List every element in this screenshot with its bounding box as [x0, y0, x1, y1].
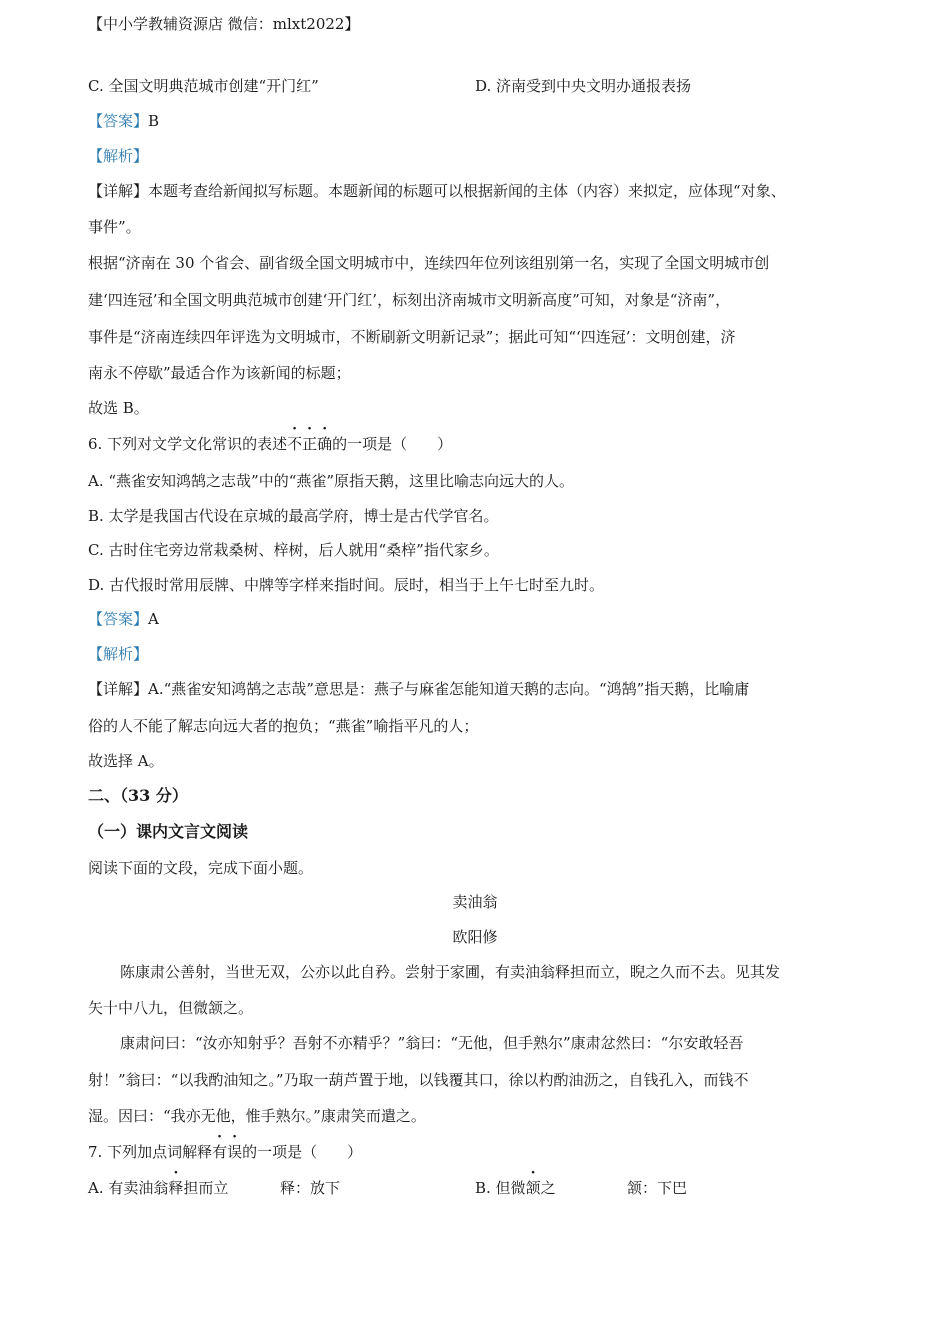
- q7-option-a: [88, 1177, 228, 1199]
- q7-option-b: [475, 1177, 556, 1199]
- passage-line: 矢十中八九，但微颔之。: [88, 999, 254, 1017]
- q6-detail-line: 故选择 A。: [88, 752, 164, 770]
- q6-detail-line: [88, 678, 749, 700]
- emphasis-char: 颔: [525, 1179, 541, 1197]
- passage-line: 射！”翁曰：“以我酌油知之。”乃取一葫芦置于地，以钱覆其口，徐以杓酌油沥之，自钱孔入，而钱不: [88, 1071, 749, 1089]
- answer-label: 【答案】: [88, 610, 149, 628]
- q7-option-b-gloss: 颔：下巴: [627, 1179, 688, 1197]
- q5-option-d: D. 济南受到中央文明办通报表扬: [475, 77, 692, 95]
- q6-detail-line: 俗的人不能了解志向远大者的抱负；“燕雀”喻指平凡的人；: [88, 717, 479, 735]
- q5-detail-line: 南永不停歇”最适合作为该新闻的标题；: [88, 364, 351, 382]
- option-text: 之: [540, 1179, 556, 1197]
- q5-detail-line: 根据“济南在 30 个省会、副省级全国文明城市中，连续四年位列该组别第一名，实现了全国文明城市创: [88, 254, 770, 272]
- stem-text: 的一项是（ ）: [332, 435, 453, 453]
- header-watermark: 【中小学教辅资源店 微信：mlxt2022】: [88, 15, 360, 33]
- q6-answer: [88, 608, 159, 630]
- q5-detail-line: 建‘四连冠’和全国文明典范城市创建‘开门红’，标刻出济南城市文明新高度”可知，对象是“济南”，: [88, 291, 731, 309]
- answer-value: B: [148, 112, 160, 130]
- stem-text: 7. 下列加点词解释: [88, 1143, 213, 1161]
- q5-detail-line: 事件”。: [88, 218, 141, 236]
- option-text: A. 有卖油翁: [88, 1179, 169, 1197]
- q6-option-a: A. “燕雀安知鸿鹄之志哉”中的“燕雀”原指天鹅，这里比喻志向远大的人。: [88, 472, 575, 490]
- answer-value: A: [148, 610, 159, 628]
- detail-label: 【详解】: [88, 182, 149, 200]
- passage-line: 康肃问曰：“汝亦知射乎？吾射不亦精乎？”翁曰：“无他，但手熟尔”康肃忿然曰：“尔安敢轻吾: [120, 1034, 744, 1052]
- stem-text: 6. 下列对文学文化常识的表述: [88, 435, 288, 453]
- stem-text: 的一项是（ ）: [242, 1143, 363, 1161]
- q7-stem: [88, 1141, 362, 1163]
- emphasis-char: 有: [212, 1143, 228, 1161]
- passage-title: 卖油翁: [452, 893, 498, 911]
- detail-text: 本题考查给新闻拟写标题。本题新闻的标题可以根据新闻的主体（内容）来拟定，应体现“对象、: [148, 182, 786, 200]
- q6-option-d: D. 古代报时常用辰牌、中牌等字样来指时间。辰时，相当于上午七时至九时。: [88, 576, 605, 594]
- emphasis-char: 确: [317, 435, 333, 453]
- passage-line: 陈康肃公善射，当世无双，公亦以此自矜。尝射于家圃，有卖油翁释担而立，睨之久而不去。见其发: [120, 963, 781, 981]
- q5-detail-line: 事件是“济南连续四年评选为文明城市，不断刷新文明新记录”；据此可知“‘四连冠’：文明创建，济: [88, 328, 736, 346]
- reading-instruction: 阅读下面的文段，完成下面小题。: [88, 859, 314, 877]
- q5-answer: [88, 110, 159, 132]
- q5-detail-line: [88, 180, 786, 202]
- q7-option-a-gloss: 释：放下: [280, 1179, 341, 1197]
- emphasis-char: 不: [287, 435, 303, 453]
- emphasis-char: 释: [168, 1179, 184, 1197]
- section-subheading: （一）课内文言文阅读: [88, 822, 249, 841]
- section-heading: 二、（33 分）: [88, 786, 188, 805]
- emphasis-char: 正: [302, 435, 318, 453]
- q6-analysis-label: 【解析】: [88, 645, 149, 663]
- q6-option-b: B. 太学是我国古代设在京城的最高学府，博士是古代学官名。: [88, 507, 499, 525]
- q6-option-c: C. 古时住宅旁边常栽桑树、梓树，后人就用“桑梓”指代家乡。: [88, 541, 499, 559]
- q5-analysis-label: 【解析】: [88, 147, 149, 165]
- answer-label: 【答案】: [88, 112, 149, 130]
- emphasis-char: 误: [227, 1143, 243, 1161]
- q5-option-c: C. 全国文明典范城市创建“开门红”: [88, 77, 319, 95]
- q6-stem: [88, 433, 452, 455]
- passage-author: 欧阳修: [452, 928, 498, 946]
- detail-text: A.“燕雀安知鸿鹄之志哉”意思是：燕子与麻雀怎能知道天鹅的志向。“鸿鹄”指天鹅，比喻庸: [148, 680, 750, 698]
- detail-label: 【详解】: [88, 680, 149, 698]
- q5-detail-line: 故选 B。: [88, 399, 149, 417]
- passage-line: 湿。因曰：“我亦无他，惟手熟尔。”康肃笑而遣之。: [88, 1107, 426, 1125]
- option-text: 担而立: [183, 1179, 229, 1197]
- option-text: B. 但微: [475, 1179, 526, 1197]
